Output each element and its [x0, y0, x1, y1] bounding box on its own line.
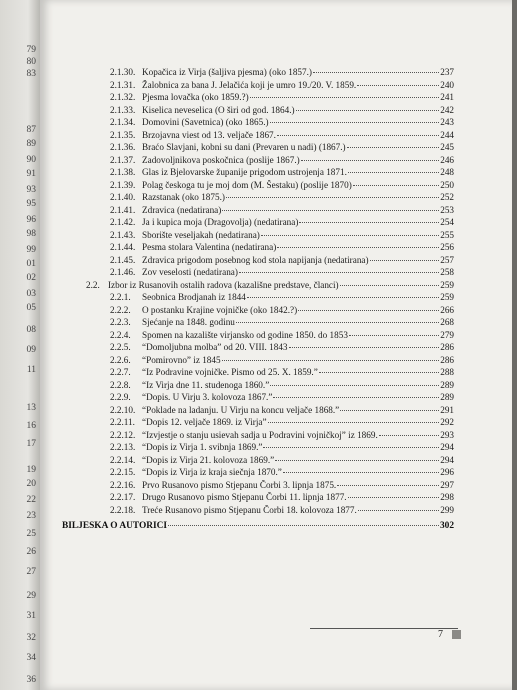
toc-entry-title: Zdravica prigodom posebnog kod stola napijanja (nedatirana) — [142, 254, 369, 265]
toc-entry-title: Zadovoljnikova poskočnica (poslije 1867.) — [142, 154, 300, 165]
toc-entry — [110, 180, 454, 191]
facing-page-number: 29 — [26, 591, 36, 601]
facing-page-number: 01 — [26, 259, 36, 269]
toc-entry-number: 2.2.17. — [110, 492, 136, 502]
facing-page-number: 98 — [26, 229, 36, 239]
toc-entry-number: 2.1.46. — [110, 267, 136, 277]
toc-entry-page: 286 — [440, 354, 454, 365]
facing-page-number: 11 — [26, 365, 36, 375]
facing-page-number: 83 — [26, 69, 36, 79]
toc-entry-title: Pesma stolara Valentina (nedatirana) — [142, 242, 277, 252]
section-page-number: 302 — [439, 521, 454, 531]
toc-entry-number: 2.2.10. — [110, 404, 136, 415]
toc-entry-page: 243 — [440, 117, 454, 127]
toc-entry — [110, 230, 454, 241]
table-of-contents — [40, 0, 512, 690]
toc-entry-number: 2.1.42. — [110, 217, 136, 227]
toc-entry-title: Razstanak (oko 1875.) — [142, 192, 225, 202]
toc-entry-number: 2.1.32. — [110, 92, 136, 102]
toc-entry-number: 2.1.34. — [110, 117, 136, 127]
toc-entry — [110, 142, 454, 153]
toc-entry-number: 2.2.12. — [110, 429, 136, 440]
dot-leader — [283, 472, 439, 473]
toc-entry-page: 241 — [440, 92, 454, 102]
toc-entry — [110, 480, 454, 491]
dot-leader — [357, 85, 439, 86]
toc-entry-number: 2.1.37. — [110, 154, 136, 165]
toc-entry — [86, 280, 454, 291]
toc-entry-title: “Dopis iz Virja 21. kolovoza 1869.” — [142, 454, 275, 465]
toc-entry-title: Drugo Rusanovo pismo Stjepanu Čorbi 11. lipnja 1877. — [142, 492, 347, 502]
toc-entry — [110, 167, 454, 178]
toc-entry-title: Pjesma lovačka (oko 1859.?) — [142, 92, 249, 102]
toc-entry-title: Polag českoga tu je moj dom (M. Šestaku) (poslije 1870) — [142, 179, 352, 190]
toc-entry-number: 2.2.14. — [110, 454, 136, 465]
toc-entry-number: 2.1.31. — [110, 79, 136, 90]
toc-entry-page: 253 — [440, 204, 454, 215]
toc-entry-page: 268 — [440, 317, 454, 327]
facing-page-number: 32 — [26, 633, 36, 643]
toc-entry-page: 293 — [440, 429, 454, 440]
toc-entry — [110, 417, 454, 428]
dot-leader — [277, 247, 439, 248]
toc-entry-title: Žalobnica za bana J. Jelačića koji je umro 19./20. V. 1859. — [142, 79, 357, 90]
toc-entry — [110, 155, 454, 166]
toc-entry-page: 237 — [440, 67, 454, 77]
toc-entry-title: “Iz Virja dne 11. studenoga 1860.” — [142, 379, 270, 390]
toc-entry — [110, 355, 454, 366]
toc-entry-number: 2.1.30. — [110, 67, 136, 77]
toc-entry-number: 2.2.18. — [110, 504, 136, 515]
facing-page-number: 05 — [26, 303, 36, 313]
toc-entry — [110, 330, 454, 341]
toc-entry-title: Kopačica iz Virja (šaljiva pjesma) (oko 1857.) — [142, 67, 312, 77]
toc-entry-title: Glas iz Bjelovarske županije prigodom ustrojenja 1871. — [142, 167, 347, 177]
dot-leader — [353, 185, 439, 186]
facing-page-number: 89 — [26, 139, 36, 149]
toc-entry-page: 258 — [440, 267, 454, 277]
facing-page-number: 20 — [26, 479, 36, 489]
toc-entry-number: 2.2.13. — [110, 442, 136, 452]
book-page — [40, 0, 512, 690]
toc-entry-page: 256 — [440, 242, 454, 252]
toc-entry-page: 257 — [440, 254, 454, 265]
toc-entry — [110, 392, 454, 403]
toc-entry-number: 2.1.44. — [110, 242, 136, 252]
toc-entry-page: 246 — [440, 154, 454, 165]
dot-leader — [168, 525, 439, 526]
toc-entry-page: 296 — [440, 467, 454, 477]
toc-entry-page: 259 — [440, 279, 454, 290]
toc-entry-title: Zdravica (nedatirana) — [142, 204, 222, 215]
facing-page-number: 87 — [26, 125, 36, 135]
toc-entry-title: Treće Rusanovo pismo Stjepanu Čorbi 18. kolovoza 1877. — [142, 504, 357, 515]
facing-page-number: 19 — [26, 465, 36, 475]
facing-page-number: 36 — [26, 675, 36, 685]
toc-entry-number: 2.2.5. — [110, 342, 131, 352]
dot-leader — [226, 197, 439, 198]
toc-entry-number: 2.1.38. — [110, 167, 136, 177]
toc-entry — [110, 505, 454, 516]
facing-page-number: 79 — [26, 45, 36, 55]
toc-entry-number: 2.2.7. — [110, 367, 131, 377]
toc-entry-number: 2.2.2. — [110, 304, 131, 315]
dot-leader — [275, 460, 439, 461]
toc-entry-page: 244 — [440, 129, 454, 140]
toc-section-entry — [62, 521, 454, 531]
toc-entry-title: “Dopis iz Virja iz kraja siečnja 1870.” — [142, 467, 282, 477]
toc-entry-title: Ja i kupica moja (Dragovolja) (nedatirana) — [142, 217, 299, 227]
toc-entry — [110, 80, 454, 91]
facing-page-number: 16 — [26, 421, 36, 431]
page-number: 7 — [438, 629, 443, 640]
toc-entry-page: 298 — [440, 492, 454, 502]
toc-entry-page: 279 — [440, 329, 454, 340]
toc-entry — [110, 192, 454, 203]
toc-entry-title: Seobnica Brodjanah iz 1844 — [142, 292, 246, 302]
dot-leader — [268, 422, 440, 423]
toc-entry — [110, 267, 454, 278]
toc-entry-page: 255 — [440, 229, 454, 240]
toc-entry-number: 2.2.8. — [110, 379, 131, 390]
toc-entry-title: Izbor iz Rusanovih ostalih radova (kazališne predstave, članci) — [108, 279, 339, 290]
dot-leader — [337, 485, 439, 486]
toc-entry — [110, 442, 454, 453]
toc-entry — [110, 317, 454, 328]
facing-page-number: 34 — [26, 653, 36, 663]
toc-entry — [110, 117, 454, 128]
toc-entry-number: 2.1.33. — [110, 104, 136, 115]
toc-entry-title: Sjećanje na 1848. godinu — [142, 317, 235, 327]
toc-entry-number: 2.2.6. — [110, 354, 131, 365]
toc-entry-title: Sborište veseljakah (nedatirana) — [142, 229, 260, 240]
toc-entry — [110, 92, 454, 103]
toc-entry-number: 2.1.45. — [110, 254, 136, 265]
facing-page-number: 23 — [26, 511, 36, 521]
toc-entry-title: Domovini (Savetnica) (oko 1865.) — [142, 117, 269, 127]
dot-leader — [236, 322, 439, 323]
dot-leader — [301, 160, 440, 161]
toc-entry-number: 2.1.43. — [110, 229, 136, 240]
toc-entry-title: “Pomirovno” iz 1845 — [142, 354, 221, 365]
dot-leader — [348, 172, 439, 173]
toc-entry-page: 259 — [440, 292, 454, 302]
facing-page-number: 91 — [26, 169, 36, 179]
toc-entry — [110, 205, 454, 216]
dot-leader — [277, 135, 439, 136]
facing-page-edge — [0, 0, 40, 690]
toc-entry-page: 250 — [440, 179, 454, 190]
toc-entry-page: 242 — [440, 104, 454, 115]
dot-leader — [222, 360, 440, 361]
footer-rule — [310, 628, 458, 629]
toc-entry-title: “Poklade na ladanju. U Virju na koncu veljače 1868.” — [142, 404, 340, 415]
toc-entry-page: 289 — [440, 379, 454, 390]
toc-entry-number: 2.1.40. — [110, 192, 136, 202]
toc-entry — [110, 242, 454, 253]
toc-entry — [110, 292, 454, 303]
toc-entry — [110, 105, 454, 116]
toc-entry-title: Prvo Rusanovo pismo Stjepanu Čorbi 3. lipnja 1875. — [142, 479, 337, 490]
dot-leader — [289, 347, 440, 348]
facing-page-number: 25 — [26, 529, 36, 539]
toc-entry — [110, 405, 454, 416]
facing-page-number: 99 — [26, 245, 36, 255]
dot-leader — [349, 335, 439, 336]
toc-entry — [110, 130, 454, 141]
dot-leader — [358, 510, 439, 511]
toc-entry-title: “Dopis. U Virju 3. kolovoza 1867.” — [142, 392, 273, 402]
toc-entry-title: Braćo Slavjani, kobni su dani (Prevaren u nadi) (1867.) — [142, 142, 346, 152]
dot-leader — [250, 97, 440, 98]
toc-entry-page: 299 — [440, 504, 454, 515]
toc-entry-page: 288 — [440, 367, 454, 377]
toc-entry-number: 2.2. — [86, 279, 100, 290]
facing-page-number: 96 — [26, 215, 36, 225]
toc-entry — [110, 380, 454, 391]
facing-page-number: 22 — [26, 495, 36, 505]
toc-entry — [110, 217, 454, 228]
toc-entry-number: 2.1.39. — [110, 179, 136, 190]
toc-entry-number: 2.2.4. — [110, 329, 131, 340]
toc-entry-page: 245 — [440, 142, 454, 152]
toc-entry-page: 248 — [440, 167, 454, 177]
facing-page-number: 31 — [26, 611, 36, 621]
toc-entry-page: 294 — [440, 442, 454, 452]
toc-entry-number: 2.1.35. — [110, 129, 136, 140]
toc-entry-title: Spomen na kazalište virjansko od godine 1850. do 1853 — [142, 329, 348, 340]
facing-page-number: 26 — [26, 547, 36, 557]
toc-entry-page: 297 — [440, 479, 454, 490]
toc-entry-page: 294 — [440, 454, 454, 465]
dot-leader — [319, 372, 439, 373]
toc-entry-title: Zov veselosti (nedatirana) — [142, 267, 238, 277]
dot-leader — [313, 72, 439, 73]
toc-entry-title: “Iz Podravine vojničke. Pismo od 25. X. 1859.” — [142, 367, 318, 377]
dot-leader — [273, 397, 439, 398]
toc-entry-number: 2.2.1. — [110, 292, 131, 302]
dot-leader — [270, 385, 439, 386]
dot-leader — [379, 435, 439, 436]
toc-entry — [110, 305, 454, 316]
dot-leader — [263, 447, 439, 448]
facing-page-number: 17 — [26, 439, 36, 449]
toc-entry-title: Brzojavna viest od 13. veljače 1867. — [142, 129, 276, 140]
toc-entry-number: 2.2.9. — [110, 392, 131, 402]
dot-leader — [296, 110, 440, 111]
facing-page-number: 90 — [26, 155, 36, 165]
toc-entry-number: 2.1.36. — [110, 142, 136, 152]
toc-entry-page: 240 — [440, 79, 454, 90]
toc-entry-title: “Dopis 12. veljače 1869. iz Virja” — [142, 417, 267, 427]
facing-page-number: 93 — [26, 185, 36, 195]
dot-leader — [340, 285, 440, 286]
toc-entry — [110, 342, 454, 353]
toc-entry-number: 2.2.11. — [110, 417, 135, 427]
toc-entry — [110, 455, 454, 466]
facing-page-number: 08 — [26, 325, 36, 335]
toc-entry-number: 2.2.3. — [110, 317, 131, 327]
toc-entry — [110, 492, 454, 503]
toc-entry-page: 252 — [440, 192, 454, 202]
facing-page-number: 02 — [26, 273, 36, 283]
dot-leader — [370, 260, 440, 261]
toc-entry-page: 266 — [440, 304, 454, 315]
section-title: BILJEŠKA O AUTORICI — [62, 521, 168, 531]
facing-page-number: 09 — [26, 345, 36, 355]
toc-entry — [110, 255, 454, 266]
dot-leader — [298, 310, 439, 311]
dot-leader — [299, 222, 439, 223]
toc-entry-page: 286 — [440, 342, 454, 352]
toc-entry-number: 2.2.15. — [110, 467, 136, 477]
facing-page-number: 27 — [26, 567, 36, 577]
dot-leader — [239, 272, 439, 273]
dot-leader — [348, 497, 440, 498]
toc-entry-page: 254 — [440, 217, 454, 227]
dot-leader — [340, 410, 439, 411]
toc-entry-title: “Izvjestje o stanju usievah sadja u Podravini vojničkoj” iz 1869. — [142, 429, 378, 440]
dot-leader — [270, 122, 440, 123]
toc-entry-title: “Dopis iz Virja 1. svibnja 1869.” — [142, 442, 263, 452]
facing-page-number: 80 — [26, 57, 36, 67]
toc-entry-title: O postanku Krajine vojničke (oko 1842.?) — [142, 304, 298, 315]
toc-entry-page: 291 — [440, 404, 454, 415]
toc-entry — [110, 430, 454, 441]
facing-page-number: 13 — [26, 403, 36, 413]
toc-entry-number: 2.1.41. — [110, 204, 136, 215]
page-marker-box — [452, 630, 461, 639]
toc-entry-page: 289 — [440, 392, 454, 402]
dot-leader — [222, 210, 439, 211]
toc-entry — [110, 67, 454, 78]
facing-page-number: 03 — [26, 289, 36, 299]
facing-page-number: 95 — [26, 199, 36, 209]
dot-leader — [261, 235, 439, 236]
toc-entry-page: 292 — [440, 417, 454, 427]
toc-entry — [110, 367, 454, 378]
dot-leader — [247, 297, 439, 298]
toc-entry — [110, 467, 454, 478]
dot-leader — [347, 147, 440, 148]
toc-entry-number: 2.2.16. — [110, 479, 136, 490]
toc-entry-title: Kiselica neveselica (O širi od god. 1864.) — [142, 104, 295, 115]
toc-entry-title: “Domoljubna molba” od 20. VIII. 1843 — [142, 342, 288, 352]
